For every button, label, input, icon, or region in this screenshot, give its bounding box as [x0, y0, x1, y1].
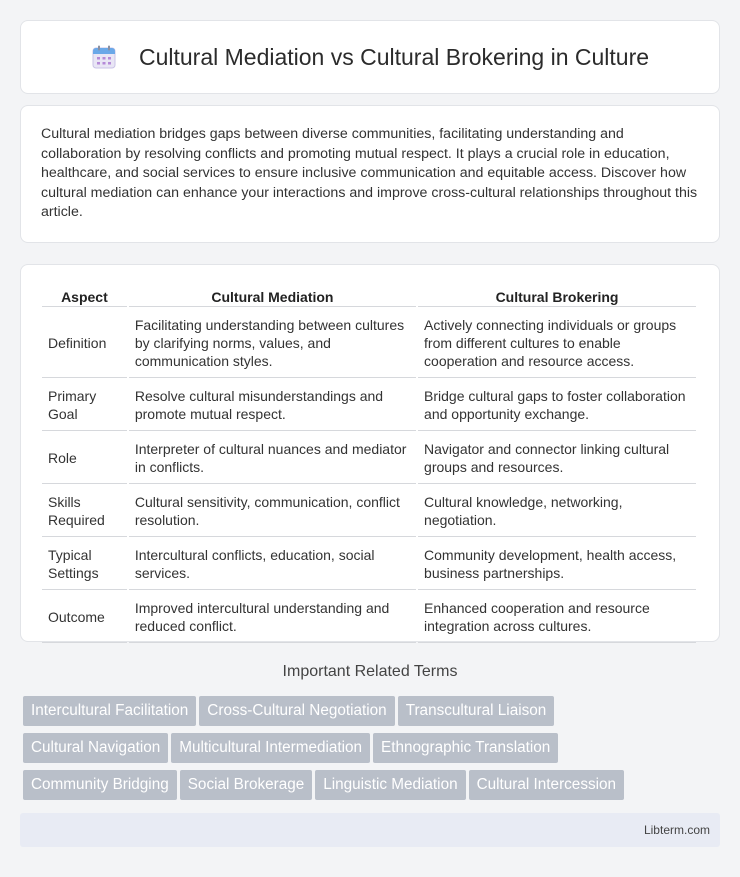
related-terms-list	[23, 696, 723, 807]
related-term-tag[interactable]: Linguistic Mediation	[315, 770, 465, 800]
page-title: Cultural Mediation vs Cultural Brokering in Culture	[138, 43, 650, 70]
header-cultural-brokering: Cultural Brokering	[418, 285, 696, 307]
comparison-table	[40, 283, 698, 645]
mediation-cell: Resolve cultural misunderstandings and promote mutual respect.	[129, 380, 416, 431]
comparison-card	[20, 264, 720, 642]
aspect-cell: Role	[42, 433, 127, 484]
footer-site-link[interactable]: Libterm.com	[643, 823, 710, 837]
page-header	[20, 20, 720, 94]
aspect-cell: Typical Settings	[42, 539, 127, 590]
mediation-cell: Cultural sensitivity, communication, conflict resolution.	[129, 486, 416, 537]
brokering-cell: Community development, health access, business partnerships.	[418, 539, 696, 590]
intro-card	[20, 105, 720, 243]
brokering-cell: Enhanced cooperation and resource integration across cultures.	[418, 592, 696, 643]
aspect-cell: Primary Goal	[42, 380, 127, 431]
aspect-cell: Definition	[42, 309, 127, 378]
table-header-row	[42, 285, 696, 307]
brokering-cell: Navigator and connector linking cultural groups and resources.	[418, 433, 696, 484]
mediation-cell: Facilitating understanding between cultures by clarifying norms, values, and communication styles.	[129, 309, 416, 378]
related-term-tag[interactable]: Ethnographic Translation	[373, 733, 558, 763]
footer	[20, 813, 720, 847]
related-term-tag[interactable]: Community Bridging	[23, 770, 177, 800]
mediation-cell: Interpreter of cultural nuances and mediator in conflicts.	[129, 433, 416, 484]
table-row	[42, 539, 696, 590]
mediation-cell: Intercultural conflicts, education, social services.	[129, 539, 416, 590]
related-term-tag[interactable]: Intercultural Facilitation	[23, 696, 196, 726]
table-row	[42, 486, 696, 537]
mediation-cell: Improved intercultural understanding and reduced conflict.	[129, 592, 416, 643]
related-term-tag[interactable]: Cross-Cultural Negotiation	[199, 696, 394, 726]
related-terms-title: Important Related Terms	[282, 663, 458, 680]
calendar-icon	[91, 44, 117, 70]
intro-text: Cultural mediation bridges gaps between diverse communities, facilitating understanding and collaboration by resolving conflicts and promoting mutual respect. It plays a crucial role in education, healthcare, and social services to ensure inclusive communication and equitable access. Discover how cultural mediation can enhance your interactions and improve cross-cultural relationships throughout this article.	[41, 126, 698, 221]
table-row	[42, 309, 696, 378]
related-term-tag[interactable]: Cultural Intercession	[469, 770, 624, 800]
related-term-tag[interactable]: Cultural Navigation	[23, 733, 168, 763]
aspect-cell: Skills Required	[42, 486, 127, 537]
brokering-cell: Bridge cultural gaps to foster collaboration and opportunity exchange.	[418, 380, 696, 431]
table-row	[42, 433, 696, 484]
related-term-tag[interactable]: Transcultural Liaison	[398, 696, 555, 726]
brokering-cell: Actively connecting individuals or groups from different cultures to enable cooperation and resource access.	[418, 309, 696, 378]
header-cultural-mediation: Cultural Mediation	[129, 285, 416, 307]
table-row	[42, 592, 696, 643]
brokering-cell: Cultural knowledge, networking, negotiation.	[418, 486, 696, 537]
related-term-tag[interactable]: Multicultural Intermediation	[171, 733, 370, 763]
related-term-tag[interactable]: Social Brokerage	[180, 770, 313, 800]
header-aspect: Aspect	[42, 285, 127, 307]
aspect-cell: Outcome	[42, 592, 127, 643]
table-row	[42, 380, 696, 431]
